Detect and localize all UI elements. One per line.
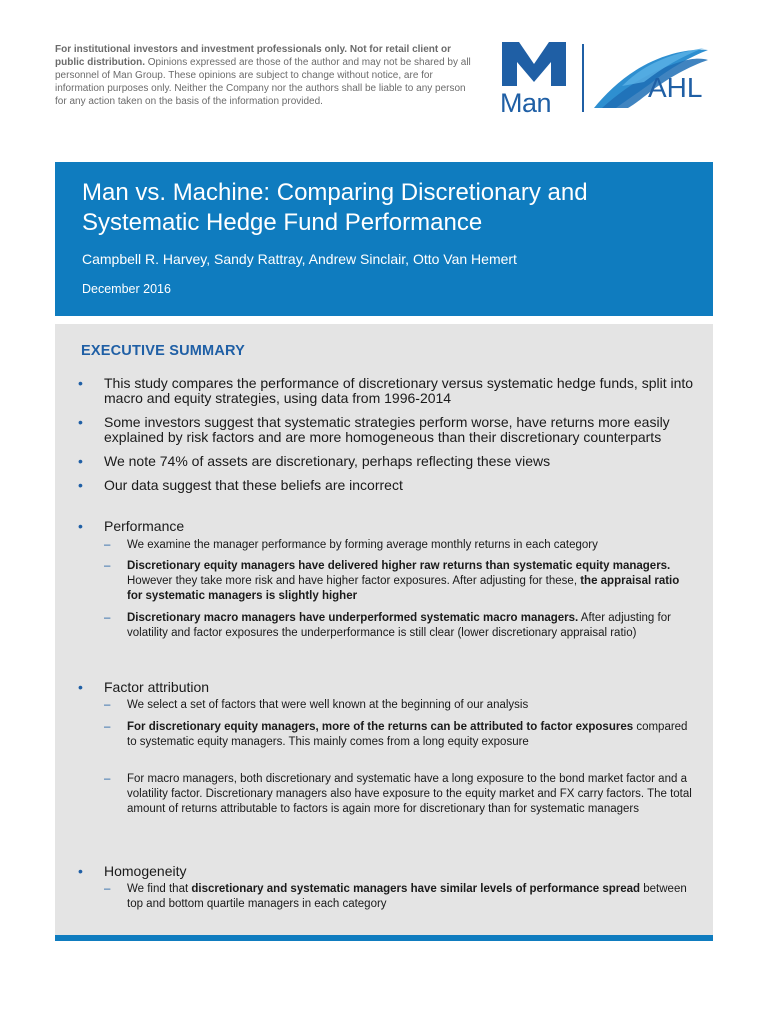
disclaimer-text	[55, 43, 480, 108]
item-text-plain: We find that	[127, 883, 192, 895]
item-text-plain: For macro managers, both discretionary and systematic have a long exposure to the bond market factor and a volatility factor. Discretionary managers also have exposure to the equity market and FX carry factors. The total amount of returns attributable to factors is again more for discretionary than for systematic managers	[127, 773, 692, 815]
summary-bullet-text: This study compares the performance of discretionary versus systematic hedge funds, split into macro and equity strategies, using data from 1996-2014	[104, 375, 694, 406]
summary-bullet-text: Our data suggest that these beliefs are incorrect	[104, 477, 403, 493]
item-text-bold: Discretionary equity managers have delivered higher raw returns than systematic equity managers.	[127, 560, 671, 572]
dash-icon: –	[104, 612, 111, 624]
dash-icon: –	[104, 721, 111, 733]
executive-summary-panel	[55, 324, 713, 935]
item-text-plain: between top and bottom quartile managers in each category	[127, 883, 687, 910]
section-item-text	[127, 611, 694, 641]
summary-bullet-text: We note 74% of assets are discretionary, perhaps reflecting these views	[104, 453, 551, 469]
section-title: Factor attribution	[104, 679, 210, 695]
item-text-plain: compared to systematic equity managers. This mainly comes from a long equity exposure	[127, 721, 688, 748]
dash-icon: –	[104, 773, 111, 785]
section-item-text	[127, 882, 694, 912]
section-title: Performance	[104, 518, 185, 534]
item-text-bold: discretionary and systematic managers have similar levels of performance spread	[191, 883, 641, 895]
section-item-text	[127, 720, 694, 750]
disclaimer-bold: For institutional investors and investment professionals only. Not for retail client or public distribution.	[55, 44, 451, 68]
item-text-bold: the appraisal ratio for systematic managers is slightly higher	[127, 575, 680, 602]
bullet-icon: •	[78, 375, 83, 391]
section-item-text	[127, 559, 694, 604]
dash-icon: –	[104, 883, 111, 895]
summary-bottom-rule	[55, 935, 713, 941]
paper-date: December 2016	[82, 282, 171, 296]
item-text-bold: Discretionary macro managers have underperformed systematic macro managers.	[127, 612, 579, 624]
section-item-text	[127, 698, 694, 713]
bullet-icon: •	[78, 453, 83, 469]
man-ahl-logo	[500, 42, 715, 118]
paper-title: Man vs. Machine: Comparing Discretionary and Systematic Hedge Fund Performance	[82, 179, 588, 236]
disclaimer-rest: Opinions expressed are those of the author and may not be shared by all personnel of Man Group. These opinions are subject to change without notice, are for information purposes only. Neither the Company nor the authors shall be liable to any person for any action taken on the basis of the information provided.	[55, 57, 471, 107]
summary-bullet-text: Some investors suggest that systematic strategies perform worse, have returns more easily explained by risk factors and are more homogeneous than their discretionary counterparts	[104, 414, 670, 445]
title-banner	[55, 162, 713, 316]
bullet-icon: •	[78, 414, 83, 430]
dash-icon: –	[104, 699, 111, 711]
bullet-icon: •	[78, 518, 83, 534]
section-title: Homogeneity	[104, 863, 187, 879]
dash-icon: –	[104, 560, 111, 572]
logo-ahl-text: AHL	[648, 72, 703, 103]
item-text-plain: After adjusting for volatility and factor exposures the underperformance is still clear (lower discretionary appraisal ratio)	[127, 612, 671, 639]
item-text-bold: For discretionary equity managers, more of the returns can be attributed to factor exposures	[127, 721, 634, 733]
dash-icon: –	[104, 539, 111, 551]
section-item-text	[127, 538, 694, 553]
logo-divider	[582, 44, 584, 112]
logo-man-text: Man	[500, 88, 552, 118]
item-text-plain: We examine the manager performance by forming average monthly returns in each category	[127, 539, 598, 551]
item-text-plain: We select a set of factors that were well known at the beginning of our analysis	[127, 699, 529, 711]
bullet-icon: •	[78, 477, 83, 493]
item-text-plain: However they take more risk and have higher factor exposures. After adjusting for these,	[127, 575, 581, 587]
executive-summary-heading: EXECUTIVE SUMMARY	[81, 343, 245, 359]
man-m-icon	[502, 42, 566, 86]
paper-authors: Campbell R. Harvey, Sandy Rattray, Andrew Sinclair, Otto Van Hemert	[82, 251, 517, 267]
bullet-icon: •	[78, 679, 83, 695]
bullet-icon: •	[78, 863, 83, 879]
section-item-text	[127, 772, 694, 817]
